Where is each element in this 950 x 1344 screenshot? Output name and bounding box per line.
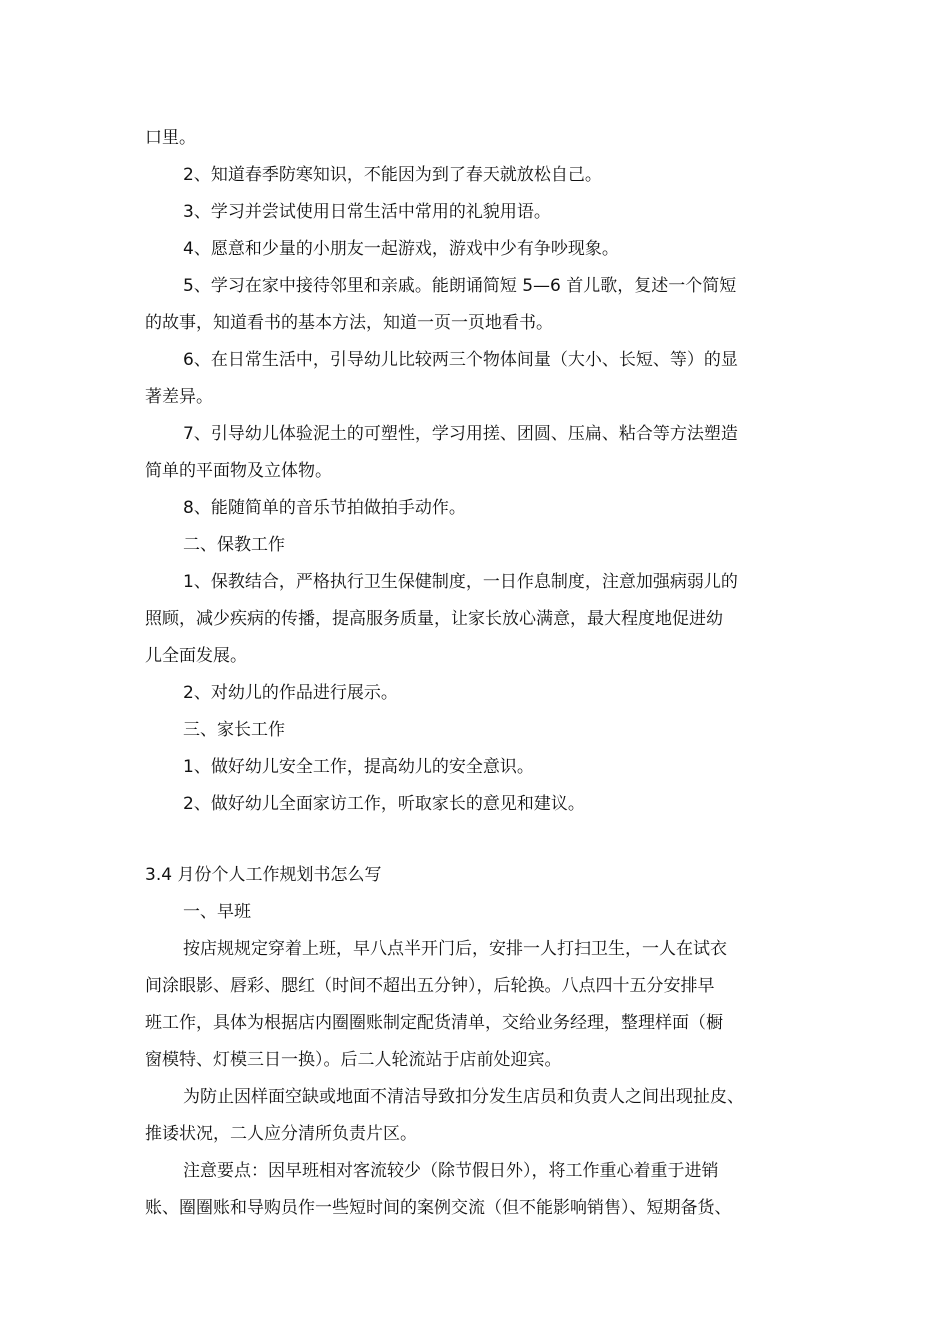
plan-body-text [145,120,815,823]
text-line: 三、家长工作 [183,720,285,740]
text-line: 5、学习在家中接待邻里和亲戚。能朗诵简短 5—6 首儿歌，复述一个简短 [183,276,737,296]
text-line: 1、做好幼儿安全工作，提高幼儿的安全意识。 [183,757,534,777]
text-line: 著差异。 [145,387,213,407]
text-line: 账、圈圈账和导购员作一些短时间的案例交流（但不能影响销售）、短期备货、 [145,1198,732,1218]
text-line: 按店规规定穿着上班，早八点半开门后，安排一人打扫卫生，一人在试衣 [183,939,727,959]
section-gap [145,823,815,857]
text-line: 间涂眼影、唇彩、腮红（时间不超出五分钟），后轮换。八点四十五分安排早 [145,976,715,996]
text-line: 注意要点：因早班相对客流较少（除节假日外），将工作重心着重于进销 [183,1161,719,1181]
text-line: 2、对幼儿的作品进行展示。 [183,683,398,703]
text-line: 口里。 [145,128,196,148]
text-line: 二、保教工作 [183,535,285,555]
document-page [145,120,815,1227]
text-line: 的故事，知道看书的基本方法，知道一页一页地看书。 [145,313,553,333]
text-line: 窗模特、灯模三日一换）。后二人轮流站于店前处迎宾。 [145,1050,562,1070]
text-line: 3、学习并尝试使用日常生活中常用的礼貌用语。 [183,202,551,222]
text-line: 6、在日常生活中，引导幼儿比较两三个物体间量（大小、长短、等）的显 [183,350,738,370]
text-line: 7、引导幼儿体验泥土的可塑性，学习用搓、团圆、压扁、粘合等方法塑造 [183,424,738,444]
shift-plan-text [145,894,815,1227]
text-line: 2、知道春季防寒知识，不能因为到了春天就放松自己。 [183,165,602,185]
text-line: 儿全面发展。 [145,646,247,666]
text-line: 2、做好幼儿全面家访工作，听取家长的意见和建议。 [183,794,585,814]
text-line: 简单的平面物及立体物。 [145,461,332,481]
section-title: 3.4 月份个人工作规划书怎么写 [145,865,382,885]
text-line: 4、愿意和少量的小朋友一起游戏，游戏中少有争吵现象。 [183,239,619,259]
text-line: 1、保教结合，严格执行卫生保健制度，一日作息制度，注意加强病弱儿的 [183,572,738,592]
text-line: 照顾，减少疾病的传播，提高服务质量，让家长放心满意，最大程度地促进幼 [145,609,723,629]
text-line: 8、能随简单的音乐节拍做拍手动作。 [183,498,466,518]
text-line: 班工作，具体为根据店内圈圈账制定配货清单，交给业务经理，整理样面（橱 [145,1013,723,1033]
text-line: 推诿状况，二人应分清所负责片区。 [145,1124,417,1144]
text-line: 一、早班 [183,902,251,922]
text-line: 为防止因样面空缺或地面不清洁导致扣分发生店员和负责人之间出现扯皮、 [183,1087,744,1107]
